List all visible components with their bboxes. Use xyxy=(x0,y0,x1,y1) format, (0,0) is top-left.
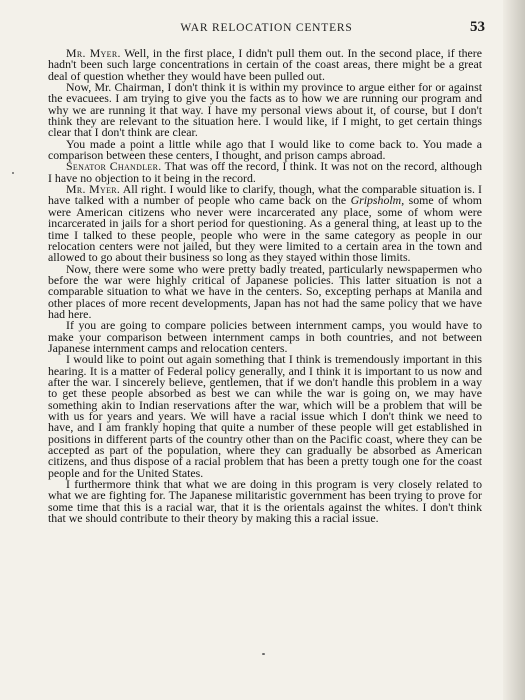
paragraph xyxy=(48,161,482,184)
paragraph xyxy=(48,320,482,354)
paragraph-text: If you are going to compare policies between internment camps, you would have to make your comparison between internment camps in both countries, and not between Japanese internment camps and relocation centers. xyxy=(48,318,482,355)
page-edge-shadow xyxy=(503,0,525,700)
body-text xyxy=(48,48,482,524)
paragraph xyxy=(48,479,482,524)
paragraph xyxy=(48,136,482,163)
speaker-name: Mr. Myer. xyxy=(66,46,121,60)
paragraph-text: I furthermore think that what we are doing in this program is very closely related to what we are fighting for. The Japanese militaristic government has been trying to prove for some time that this is a racial war, that it is the orientals against the whites. I don't think that we should contribute to their theory by making this a racial issue. xyxy=(48,477,482,526)
running-head-title: WAR RELOCATION CENTERS xyxy=(180,22,353,34)
speaker-name: Mr. Myer. xyxy=(66,182,121,197)
paragraph xyxy=(48,184,482,263)
paragraph xyxy=(48,82,482,139)
print-speck xyxy=(12,172,14,174)
paragraph-text: Now, there were some who were pretty badly treated, particularly newspapermen who before the war were highly critical of Japanese policies. This latter situation is not a comparable situation to what we have in the centers. So, excepting perhaps at Manila and other places of more recent developments, Japan has not had the same policy that we have had here. xyxy=(48,261,482,321)
paragraph-text: , some of whom were American citizens who never were incarcerated any place, some of whom were incarcerated in jails for a short period for questioning. As a general thing, at least up to the time I talked to these people, people who were in the same category as people in our relocation centers were not jailed, but they were limited to a certain area in the town and allowed to go about their business so long as they stayed within those limits. xyxy=(48,193,482,265)
print-speck xyxy=(262,653,265,655)
paragraph-text: You made a point a little while ago that I would like to come back to. You made a comparison between these centers, I thought, and prison camps abroad. xyxy=(48,136,482,163)
running-head xyxy=(48,19,485,42)
ship-name: Gripsholm xyxy=(350,193,402,208)
speaker-name: Senator Chandler. xyxy=(66,159,162,174)
paragraph xyxy=(48,48,482,82)
paragraph xyxy=(48,261,482,321)
paragraph-text: That was off the record, I think. It was not on the record, although I have no objection to it being in the record. xyxy=(48,159,483,185)
page-number: 53 xyxy=(470,19,485,35)
paragraph-text: All right. I would like to clarify, though, what the comparable situation is. I have talked with a number of people who came back on the xyxy=(48,182,483,208)
paragraph-text: I would like to point out again something that I think is tremendously important in this hearing. It is a matter of Federal policy generally, and I think it is important to us now and after the war. I sincerely believe, gentlemen, that if we don't handle this problem in a way to get these people absorbed as best we can while the war is going on, we may have something akin to Indian reservations after the war, which will be a problem that will be with us for years and years. We will have a racial issue which I don't think we need to have, and I am frankly hoping that quite a number of these people will get established in positions in different parts of the country other than on the Pacific coast, where they can be accepted as part of the population, where they can gradually be absorbed as American citizens, and thus dispose of a racial problem that has been a pretty tough one for the coast people and for the United States. xyxy=(48,352,482,480)
paragraph-text: Now, Mr. Chairman, I don't think it is within my province to argue either for or against the evacuees. I am trying to give you the facts as to how we are running our program and why we are running it that way. I have my personal views about it, of course, but I don't think they are relevant to the situation here. I would like, if I might, to get certain things clear that I don't think are clear. xyxy=(48,80,482,140)
paragraph xyxy=(48,354,482,479)
paragraph-text: Well, in the first place, I didn't pull them out. In the second place, if there hadn't been such large concentrations in certain of the coast areas, there might be a great deal of question whether they would have been pulled out. xyxy=(48,46,483,83)
